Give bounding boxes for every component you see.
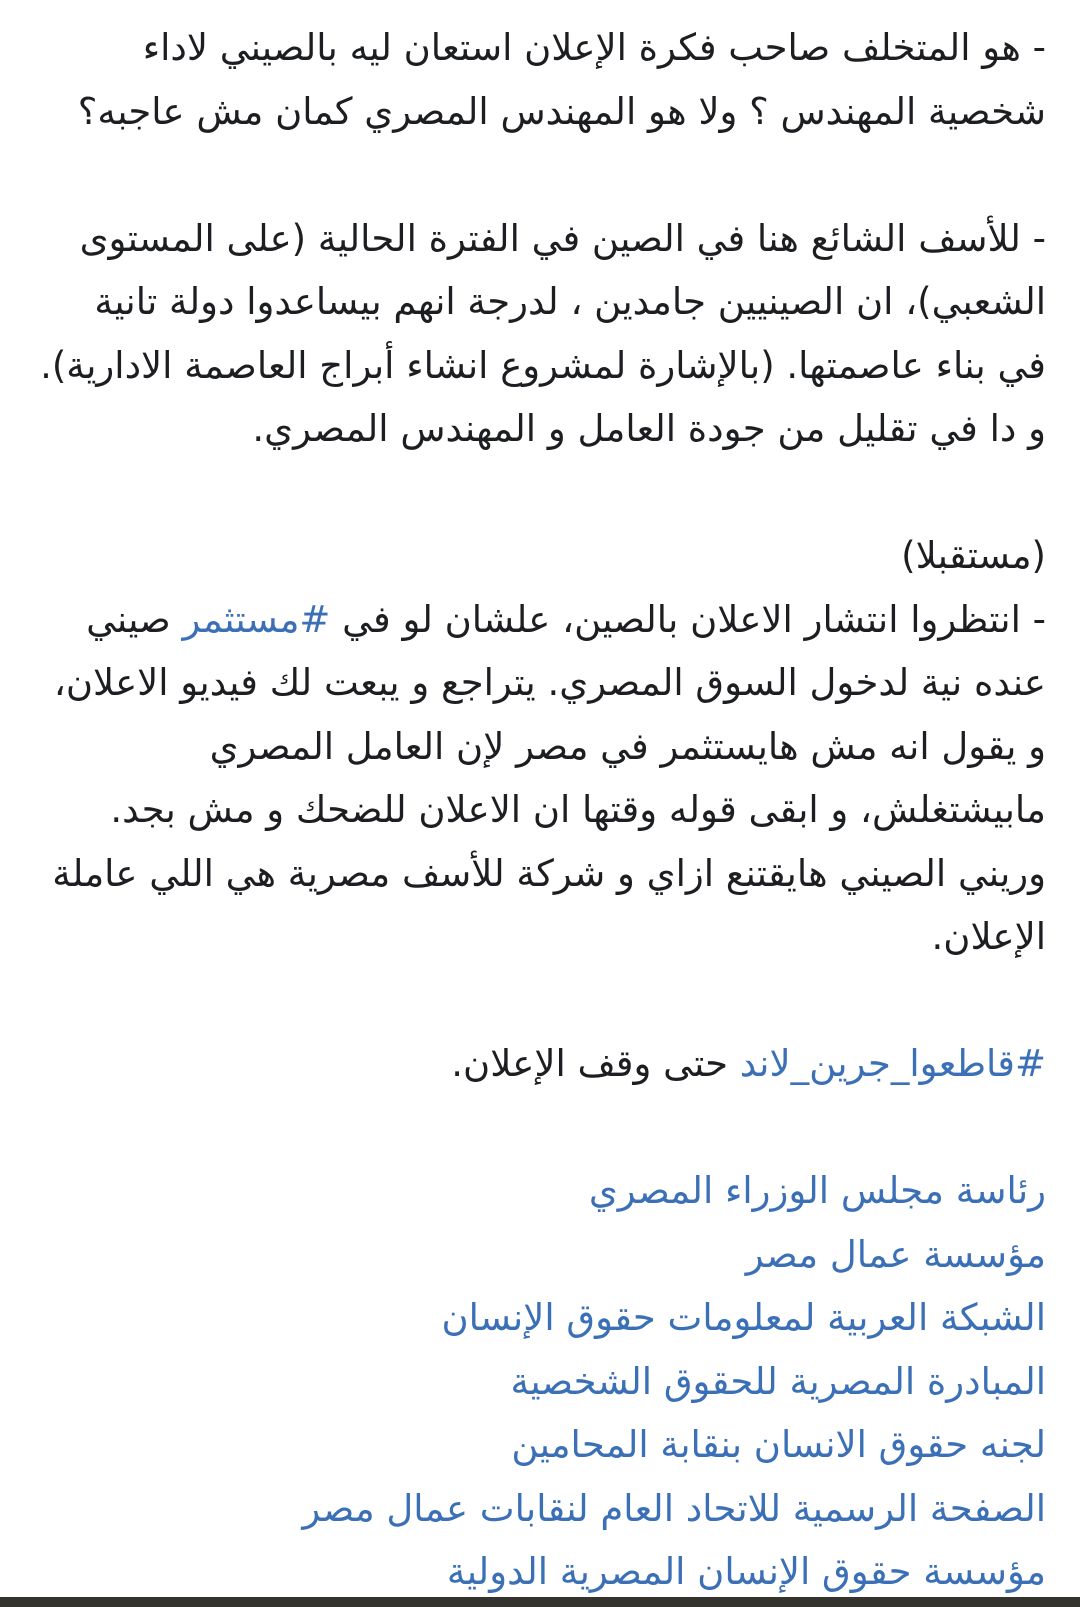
boycott-line — [40, 1032, 1046, 1096]
investor-hashtag-link[interactable]: #مستثمر — [182, 597, 331, 641]
paragraph-3-text-before: - انتظروا انتشار الاعلان بالصين، علشان لو في — [330, 597, 1046, 641]
spacer — [40, 461, 1046, 525]
mention-link[interactable]: لجنه حقوق الانسان بنقابة المحامين — [511, 1423, 1046, 1466]
bottom-edge-bar — [0, 1597, 1080, 1607]
mention-link[interactable]: الصفحة الرسمية للاتحاد العام لنقابات عمال مصر — [302, 1486, 1046, 1530]
paragraph-2-line-2: الشعبي)، ان الصينيين جامدين ، لدرجة انهم بيساعدوا دولة تانية — [94, 280, 1046, 323]
mention-link[interactable]: مؤسسة حقوق الإنسان المصرية الدولية — [446, 1550, 1046, 1593]
mentions-list — [40, 1159, 1046, 1604]
spacer — [40, 969, 1046, 1033]
paragraph-1-line-2: شخصية المهندس ؟ ولا هو المهندس المصري كمان مش عاجبه؟ — [77, 89, 1046, 133]
mention-link[interactable]: الشبكة العربية لمعلومات حقوق الإنسان — [441, 1296, 1046, 1339]
paragraph-1-line-1: - هو المتخلف صاحب فكرة الإعلان استعان ليه بالصيني لاداء — [142, 26, 1046, 69]
paragraph-2-line-1: - للأسف الشائع هنا في الصين في الفترة الحالية (على المستوى — [79, 216, 1046, 260]
paragraph-3 — [40, 588, 1046, 969]
paragraph-2-line-3: في بناء عاصمتها. (بالإشارة لمشروع انشاء أبراج العاصمة الادارية). — [40, 343, 1046, 387]
mention-link[interactable]: رئاسة مجلس الوزراء المصري — [588, 1169, 1046, 1212]
boycott-text: حتى وقف الإعلان. — [451, 1042, 740, 1085]
paragraph-3-text-after: صيني عنده نية لدخول السوق المصري. يتراجع و يبعت لك فيديو الاعلان، و يقول انه مش هايستثمر في مصر لإن العامل المصري مابيشتغلش، و ابقى قوله وقتها ان الاعلان للضحك و مش بجد. وريني الصيني هايقتنع ازاي و شركة للأسف مصرية هي اللي عاملة الإعلان. — [52, 597, 1046, 958]
mention-link[interactable]: مؤسسة عمال مصر — [745, 1232, 1046, 1276]
paragraph-1 — [40, 16, 1046, 143]
spacer — [40, 1096, 1046, 1160]
section-label: (مستقبلا) — [901, 534, 1046, 577]
paragraph-2 — [40, 207, 1046, 461]
mention-link[interactable]: المبادرة المصرية للحقوق الشخصية — [510, 1359, 1046, 1403]
paragraph-2-line-4: و دا في تقليل من جودة العامل و المهندس المصري. — [252, 407, 1046, 450]
spacer — [40, 143, 1046, 207]
boycott-hashtag-link[interactable]: #قاطعوا_جرين_لاند — [739, 1042, 1046, 1085]
